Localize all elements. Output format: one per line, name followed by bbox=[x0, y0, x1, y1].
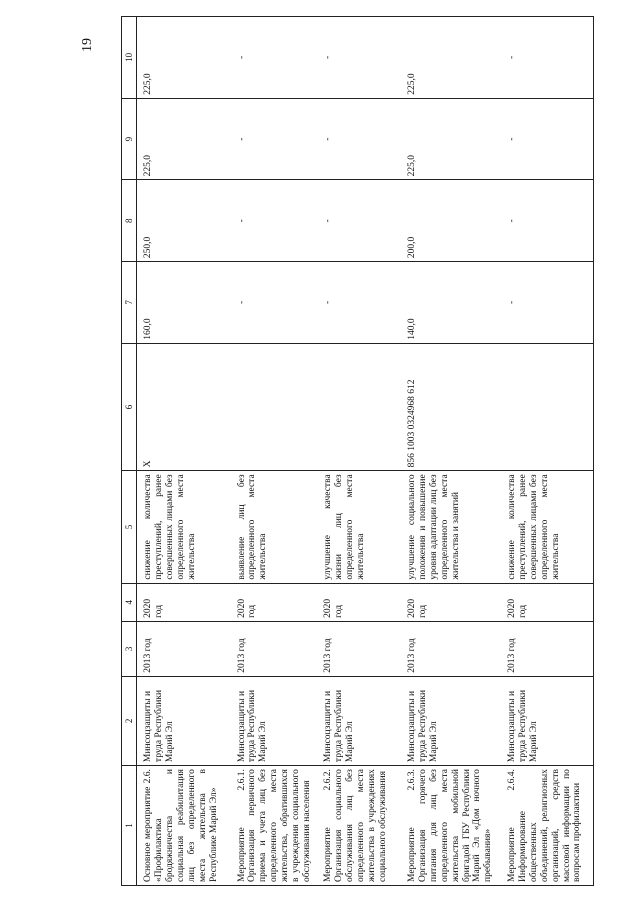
column-header: 4 bbox=[122, 583, 137, 621]
start-year-cell: 2013 год bbox=[401, 621, 501, 676]
page-number: 19 bbox=[80, 38, 95, 52]
start-year-cell: 2013 год bbox=[501, 621, 594, 676]
end-year-cell: 2020 год bbox=[501, 583, 594, 621]
value-cell-10: - bbox=[317, 17, 401, 99]
expected-result-cell: снижение количества преступлений, ранее совершенных лицами без определенного места жительства bbox=[137, 471, 231, 583]
column-header: 8 bbox=[122, 180, 137, 262]
value-cell-9: 225,0 bbox=[137, 98, 231, 180]
value-cell-10: - bbox=[501, 17, 594, 99]
column-header: 2 bbox=[122, 676, 137, 765]
end-year-cell: 2020 год bbox=[231, 583, 317, 621]
value-cell-8: - bbox=[317, 180, 401, 262]
table-row bbox=[137, 17, 231, 886]
column-header: 6 bbox=[122, 343, 137, 471]
executor-cell: Минсоцзащиты и труда Республики Марий Эл bbox=[401, 676, 501, 765]
rotated-page bbox=[121, 16, 626, 886]
measure-name: Мероприятие 2.6.2. Организация социального обслуживания лиц без определенного места жительства в учреждениях социального обслуживания bbox=[317, 766, 401, 886]
table-row bbox=[231, 17, 317, 886]
value-cell-9: - bbox=[501, 98, 594, 180]
end-year-cell: 2020 год bbox=[317, 583, 401, 621]
expected-result-cell: улучшение качества жизни лиц без определенного места жительства bbox=[317, 471, 401, 583]
budget-code-cell bbox=[317, 343, 401, 471]
measure-name: Мероприятие 2.6.3. Организация горячего питания для лиц без определенного места жительства мобильной бригадой ГБУ Республики Марий Эл «Дом ночного пребывания» bbox=[401, 766, 501, 886]
expected-result-cell: выявление лиц без определенного места жительства bbox=[231, 471, 317, 583]
value-cell-7: - bbox=[231, 262, 317, 344]
executor-cell: Минсоцзащиты и труда Республики Марий Эл bbox=[317, 676, 401, 765]
value-cell-8: - bbox=[231, 180, 317, 262]
value-cell-8: - bbox=[501, 180, 594, 262]
value-cell-10: 225,0 bbox=[137, 17, 231, 99]
value-cell-10: - bbox=[231, 17, 317, 99]
budget-code-cell bbox=[231, 343, 317, 471]
table-header-row bbox=[122, 17, 137, 886]
value-cell-7: - bbox=[317, 262, 401, 344]
start-year-cell: 2013 год bbox=[231, 621, 317, 676]
value-cell-8: 200,0 bbox=[401, 180, 501, 262]
table-row bbox=[401, 17, 501, 886]
value-cell-9: - bbox=[317, 98, 401, 180]
column-header: 10 bbox=[122, 17, 137, 99]
value-cell-10: 225,0 bbox=[401, 17, 501, 99]
column-header: 3 bbox=[122, 621, 137, 676]
start-year-cell: 2013 год bbox=[317, 621, 401, 676]
column-header: 1 bbox=[122, 766, 137, 886]
table-row bbox=[317, 17, 401, 886]
table-row bbox=[501, 17, 594, 886]
start-year-cell: 2013 год bbox=[137, 621, 231, 676]
column-header: 5 bbox=[122, 471, 137, 583]
column-header: 7 bbox=[122, 262, 137, 344]
program-table bbox=[121, 16, 594, 886]
value-cell-7: 140,0 bbox=[401, 262, 501, 344]
end-year-cell: 2020 год bbox=[401, 583, 501, 621]
measure-name: Мероприятие 2.6.1. Организация первичного приема и учета лиц без определенного места жительства, обратившихся в учреждения социального обслуживания населения bbox=[231, 766, 317, 886]
value-cell-9: 225,0 bbox=[401, 98, 501, 180]
value-cell-7: - bbox=[501, 262, 594, 344]
budget-code-cell: X bbox=[137, 343, 231, 471]
measure-name: Мероприятие 2.6.4. Информирование общественных объединений, религиозных организаций, средств массовой информации по вопросам профилактики bbox=[501, 766, 594, 886]
budget-code-cell bbox=[501, 343, 594, 471]
value-cell-8: 250,0 bbox=[137, 180, 231, 262]
measure-name: Основное мероприятие 2.6. «Профилактика бродяжничества и социальная реабилитация лиц без определенного места жительства в Республике Марий Эл» bbox=[137, 766, 231, 886]
expected-result-cell: улучшение социального положения и повышение уровня адаптации лиц без определенного места жительства и занятий bbox=[401, 471, 501, 583]
expected-result-cell: снижение количества преступлений, ранее совершенных лицами без определенного места жительства bbox=[501, 471, 594, 583]
column-header: 9 bbox=[122, 98, 137, 180]
value-cell-9: - bbox=[231, 98, 317, 180]
executor-cell: Минсоцзащиты и труда Республики Марий Эл bbox=[137, 676, 231, 765]
executor-cell: Минсоцзащиты и труда Республики Марий Эл bbox=[231, 676, 317, 765]
value-cell-7: 160,0 bbox=[137, 262, 231, 344]
budget-code-cell: 856 1003 0324968 612 bbox=[401, 343, 501, 471]
end-year-cell: 2020 год bbox=[137, 583, 231, 621]
executor-cell: Минсоцзащиты и труда Республики Марий Эл bbox=[501, 676, 594, 765]
